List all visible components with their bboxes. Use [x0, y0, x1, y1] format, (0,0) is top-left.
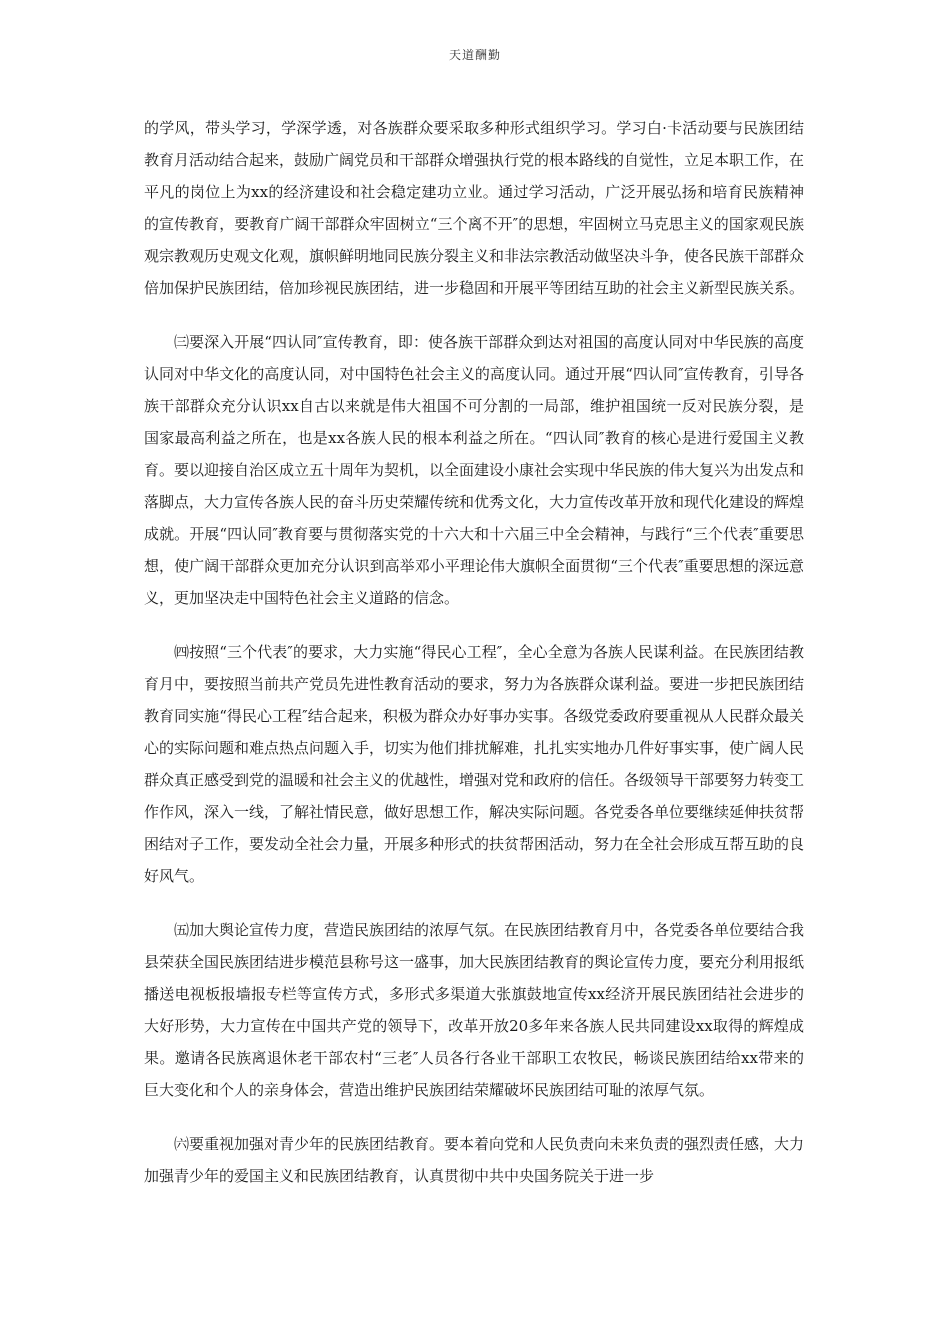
document-body — [144, 112, 804, 1214]
paragraph-4: ㈤加大舆论宣传力度，营造民族团结的浓厚气氛。在民族团结教育月中，各党委各单位要结合我县荣获全国民族团结进步模范县称号这一盛事，加大民族团结教育的舆论宣传力度，要充分利用报纸播送电视板报墙报专栏等宣传方式，多形式多渠道大张旗鼓地宣传xx经济开展民族团结社会进步的大好形势，大力宣传在中国共产党的领导下，改革开放20多年来各族人民共同建设xx取得的辉煌成果。邀请各民族离退休老干部农村“三老″人员各行各业干部职工农牧民，畅谈民族团结给xx带来的巨大变化和个人的亲身体会，营造出维护民族团结荣耀破坏民族团结可耻的浓厚气氛。 — [144, 921, 805, 1099]
paragraph-2: ㈢要深入开展“四认同″宣传教育，即：使各族干部群众到达对祖国的高度认同对中华民族的高度认同对中华文化的高度认同，对中国特色社会主义的高度认同。通过开展“四认同″宣传教育，引导各族干部群众充分认识xx自古以来就是伟大祖国不可分割的一局部，维护祖国统一反对民族分裂，是国家最高利益之所在，也是xx各族人民的根本利益之所在。“四认同″教育的核心是进行爱国主义教育。要以迎接自治区成立五十周年为契机，以全面建设小康社会实现中华民族的伟大复兴为出发点和落脚点，大力宣传各族人民的奋斗历史荣耀传统和优秀文化，大力宣传改革开放和现代化建设的辉煌成就。开展“四认同″教育要与贯彻落实党的十六大和十六届三中全会精神，与践行“三个代表″重要思想，使广阔干部群众更加充分认识到高举邓小平理论伟大旗帜全面贯彻“三个代表″重要思想的深远意义，更加坚决走中国特色社会主义道路的信念。 — [144, 333, 805, 607]
paragraph-1: 的学风，带头学习，学深学透，对各族群众要采取多种形式组织学习。学习白·卡活动要与民族团结教育月活动结合起来，鼓励广阔党员和干部群众增强执行党的根本路线的自觉性，立足本职工作，在平凡的岗位上为xx的经济建设和社会稳定建功立业。通过学习活动，广泛开展弘扬和培育民族精神的宣传教育，要教育广阔干部群众牢固树立“三个离不开″的思想，牢固树立马克思主义的国家观民族观宗教观历史观文化观，旗帜鲜明地同民族分裂主义和非法宗教活动做坚决斗争，使各民族干部群众倍加保护民族团结，倍加珍视民族团结，进一步稳固和开展平等团结互助的社会主义新型民族关系。 — [144, 119, 805, 297]
page-header: 天道酬勤 — [448, 48, 501, 62]
paragraph-3: ㈣按照“三个代表″的要求，大力实施“得民心工程″，全心全意为各族人民谋利益。在民族团结教育月中，要按照当前共产党员先进性教育活动的要求，努力为各族群众谋利益。要进一步把民族团结教育同实施“得民心工程″结合起来，积极为群众办好事办实事。各级党委政府要重视从人民群众最关心的实际问题和难点热点问题入手，切实为他们排扰解难，扎扎实实地办几件好事实事，使广阔人民群众真正感受到党的温暖和社会主义的优越性，增强对党和政府的信任。各级领导干部要努力转变工作作风，深入一线，了解社情民意，做好思想工作，解决实际问题。各党委各单位要继续延伸扶贫帮困结对子工作，要发动全社会力量，开展多种形式的扶贫帮困活动，努力在全社会形成互帮互助的良好风气。 — [144, 643, 805, 885]
paragraph-5: ㈥要重视加强对青少年的民族团结教育。要本着向党和人民负责向未来负责的强烈责任感，大力加强青少年的爱国主义和民族团结教育，认真贯彻中共中央国务院关于进一步 — [144, 1135, 805, 1185]
